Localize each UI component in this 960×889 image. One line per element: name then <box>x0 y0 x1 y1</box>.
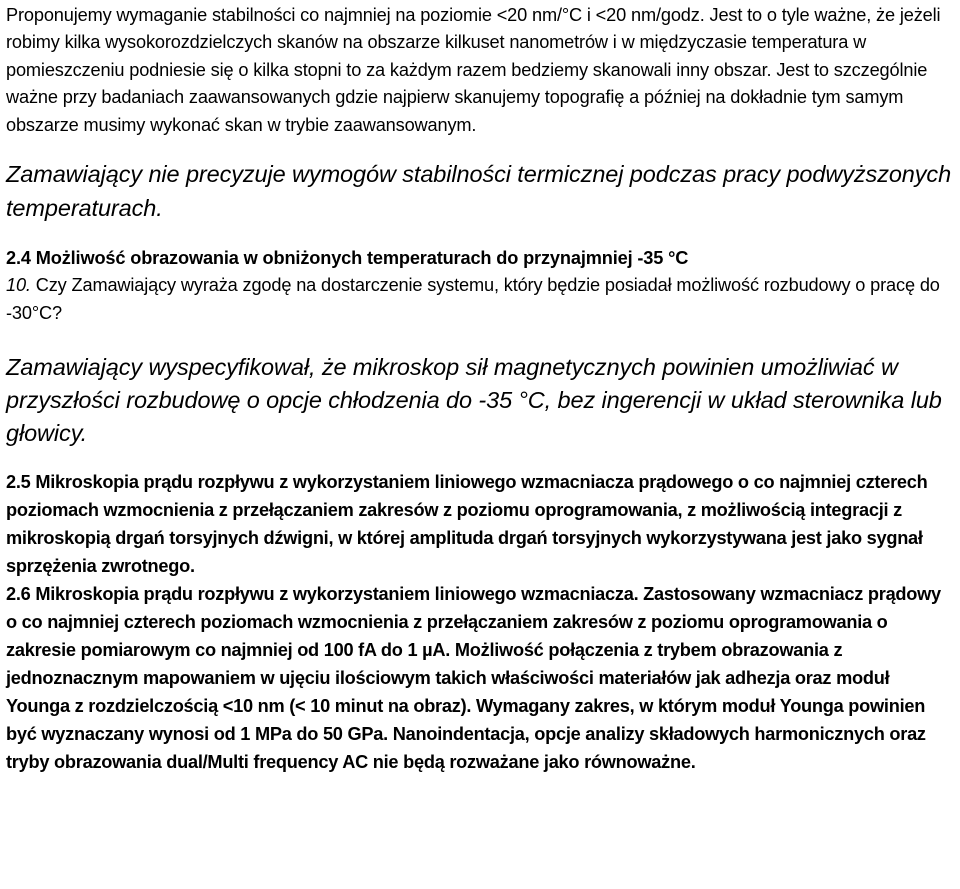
question-10 <box>6 272 956 327</box>
section-heading-2-4: 2.4 Możliwość obrazowania w obniżonych temperaturach do przynajmniej -35 °C <box>6 248 689 269</box>
answer-cooling: Zamawiający wyspecyfikował, że mikroskop sił magnetycznych powinien umożliwiać w przyszłości rozbudowę o opcje chłodzenia do -35 °C, bez ingerencji w układ sterownika lub głowicy. <box>6 354 942 447</box>
answer-thermal-stability: Zamawiający nie precyzuje wymogów stabilności termicznej podczas pracy podwyższonych temperaturach. <box>6 161 952 221</box>
section-2-6: 2.6 Mikroskopia prądu rozpływu z wykorzystaniem liniowego wzmacniacza. Zastosowany wzmacniacz prądowy o co najmniej czterech poziomach wzmocnienia z przełączaniem zakresów z poziomu oprogramowania o zakresie pomiarowym co najmniej od 100 fA do 1 µA. Możliwość połączenia z trybem obrazowania z jednoznacznym mapowaniem w ujęciu ilościowym takich właściwości materiałów jak adhezja oraz moduł Younga z rozdzielczością <10 nm (< 10 minut na obraz). Wymagany zakres, w którym moduł Younga powinien być wyznaczany wynosi od 1 MPa do 50 GPa. Nanoindentacja, opcje analizy składowych harmonicznych oraz tryby obrazowania dual/Multi frequency AC nie będą rozważane jako równoważne. <box>6 584 941 773</box>
question-number: 10. <box>6 275 31 296</box>
question-text: Czy Zamawiający wyraża zgodę na dostarczenie systemu, który będzie posiadał możliwość rozbudowy o pracę do -30°C? <box>6 275 940 323</box>
intro-paragraph: Proponujemy wymaganie stabilności co najmniej na poziomie <20 nm/°C i <20 nm/godz. Jest to o tyle ważne, że jeżeli robimy kilka wysokorozdzielczych skanów na obszarze kilkuset nanometrów i w międzyczasie temperatura w pomieszczeniu podniesie się o kilka stopni to za każdym razem bedziemy skanowali inny obszar. Jest to szczególnie ważne przy badaniach zaawansowanych gdzie najpierw skanujemy topografię a później na dokładnie tym samym obszarze musimy wykonać skan w trybie zaawansowanym. <box>6 5 941 135</box>
document-page <box>6 2 956 776</box>
section-2-5: 2.5 Mikroskopia prądu rozpływu z wykorzystaniem liniowego wzmacniacza prądowego o co najmniej czterech poziomach wzmocnienia z przełączaniem zakresów z poziomu oprogramowania, z możliwością integracji z mikroskopią drgań torsyjnych dźwigni, w której amplituda drgań torsyjnych wykorzystywana jest jako sygnał sprzężenia zwrotnego. <box>6 472 928 577</box>
